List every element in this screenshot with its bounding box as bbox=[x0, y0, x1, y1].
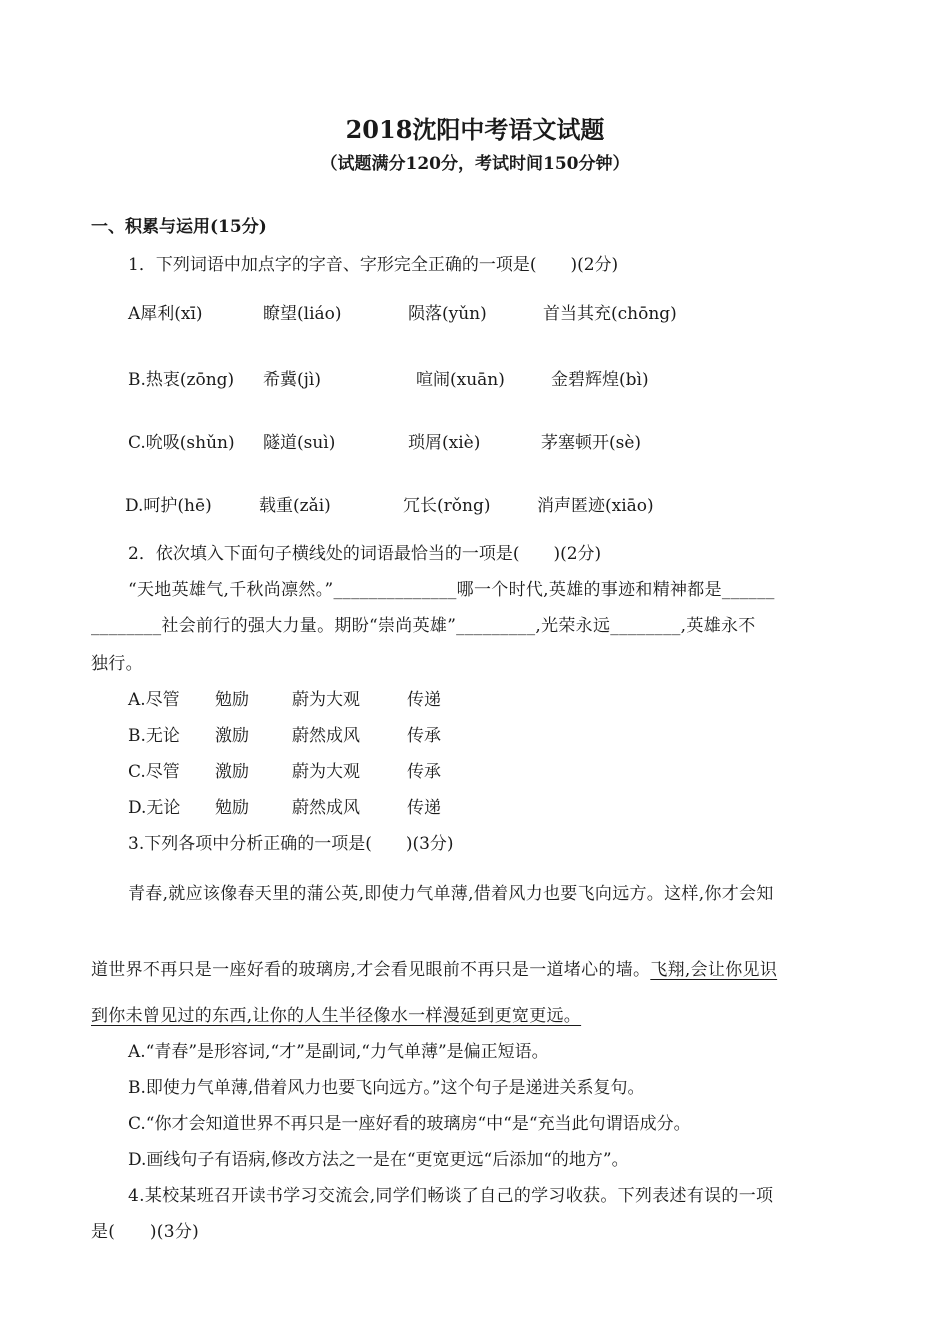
question-4-stem-line-2: 是( )(3分) bbox=[91, 1222, 200, 1242]
q1-option-d-term-3: 冗长(rǒng) bbox=[403, 496, 491, 516]
q2-option-a-word-4: 传递 bbox=[407, 690, 441, 710]
q2-option-d-word-4: 传递 bbox=[407, 798, 441, 818]
question-3-stem: 3.下列各项中分析正确的一项是( )(3分) bbox=[128, 834, 454, 854]
q1-option-a-term-4: 首当其充(chōng) bbox=[543, 304, 677, 324]
q1-option-a-term-3: 陨落(yǔn) bbox=[408, 304, 487, 324]
q3-passage-line-1: 青春,就应该像春天里的蒲公英,即使力气单薄,借着风力也要飞向远方。这样,你才会知 bbox=[128, 884, 774, 904]
question-4-stem-line-1: 4.某校某班召开读书学习交流会,同学们畅谈了自己的学习收获。下列表述有误的一项 bbox=[128, 1186, 774, 1206]
q1-option-b-term-4: 金碧辉煌(bì) bbox=[551, 370, 649, 390]
q3-underlined-sentence-start: 飞翔,会让你见识 bbox=[650, 960, 778, 980]
q2-option-c-word-2: 激励 bbox=[215, 762, 249, 782]
q3-passage-line-2-plain: 道世界不再只是一座好看的玻璃房,才会看见眼前不再只是一道堵心的墙。 bbox=[91, 960, 651, 980]
question-1-stem: 1．下列词语中加点字的字音、字形完全正确的一项是( )(2分) bbox=[128, 255, 619, 275]
q2-option-c-word-4: 传承 bbox=[407, 762, 441, 782]
q1-option-c-term-3: 琐屑(xiè) bbox=[408, 433, 481, 453]
q2-option-d-word-2: 勉励 bbox=[215, 798, 249, 818]
section-heading: 一、积累与运用(15分) bbox=[91, 217, 267, 237]
q2-option-a-word-2: 勉励 bbox=[215, 690, 249, 710]
q1-option-c-term-2: 隧道(suì) bbox=[263, 433, 336, 453]
q2-passage-line-3: 独行。 bbox=[91, 654, 143, 674]
page-title: 2018沈阳中考语文试题 bbox=[345, 115, 605, 144]
q1-option-b-term-3: 喧闹(xuān) bbox=[416, 370, 505, 390]
q1-option-d-term-4: 消声匿迹(xiāo) bbox=[537, 496, 654, 516]
q2-option-d-word-1: D.无论 bbox=[128, 798, 181, 818]
q1-option-d-term-2: 载重(zǎi) bbox=[259, 496, 331, 516]
q2-option-c-word-1: C.尽管 bbox=[128, 762, 180, 782]
q3-option-b: B.即使力气单薄,借着风力也要飞向远方。”这个句子是递进关系复句。 bbox=[128, 1078, 645, 1098]
q1-option-a-term-2: 瞭望(liáo) bbox=[263, 304, 342, 324]
q3-underlined-sentence-end: 到你未曾见过的东西,让你的人生半径像水一样漫延到更宽更远。 bbox=[91, 1006, 582, 1026]
q2-passage-line-2: ________社会前行的强大力量。期盼“崇尚英雄”_________,光荣永远________,英雄永不 bbox=[91, 616, 756, 636]
q2-option-b-word-3: 蔚然成风 bbox=[292, 726, 360, 746]
q2-option-a-word-3: 蔚为大观 bbox=[292, 690, 360, 710]
q2-option-b-word-1: B.无论 bbox=[128, 726, 180, 746]
q2-option-c-word-3: 蔚为大观 bbox=[292, 762, 360, 782]
q3-option-a: A.“青春”是形容词,“才”是副词,“力气单薄”是偏正短语。 bbox=[128, 1042, 549, 1062]
q1-option-d-term-1: D.呵护(hē) bbox=[125, 496, 212, 516]
page-subtitle: （试题满分120分，考试时间150分钟） bbox=[320, 154, 630, 174]
q2-option-b-word-4: 传承 bbox=[407, 726, 441, 746]
q2-option-a-word-1: A.尽管 bbox=[128, 690, 180, 710]
q3-option-d: D.画线句子有语病,修改方法之一是在“更宽更远“后添加“的地方”。 bbox=[128, 1150, 629, 1170]
q1-option-b-term-1: B.热衷(zōng) bbox=[128, 370, 235, 390]
q1-option-a-term-1: A犀利(xī) bbox=[128, 304, 203, 324]
q2-option-d-word-3: 蔚然成风 bbox=[292, 798, 360, 818]
q1-option-c-term-4: 茅塞顿开(sè) bbox=[541, 433, 642, 453]
q3-passage-line-2 bbox=[91, 955, 777, 980]
q3-option-c: C.“你才会知道世界不再只是一座好看的玻璃房“中“是“充当此句谓语成分。 bbox=[128, 1114, 691, 1134]
q1-option-b-term-2: 希冀(jì) bbox=[263, 370, 321, 390]
q2-passage-line-1: “天地英雄气,千秋尚凛然。”______________哪一个时代,英雄的事迹和精神都是______ bbox=[128, 580, 775, 600]
question-2-stem: 2．依次填入下面句子横线处的词语最恰当的一项是( )(2分) bbox=[128, 544, 602, 564]
q2-option-b-word-2: 激励 bbox=[215, 726, 249, 746]
q1-option-c-term-1: C.吮吸(shǔn) bbox=[128, 433, 235, 453]
